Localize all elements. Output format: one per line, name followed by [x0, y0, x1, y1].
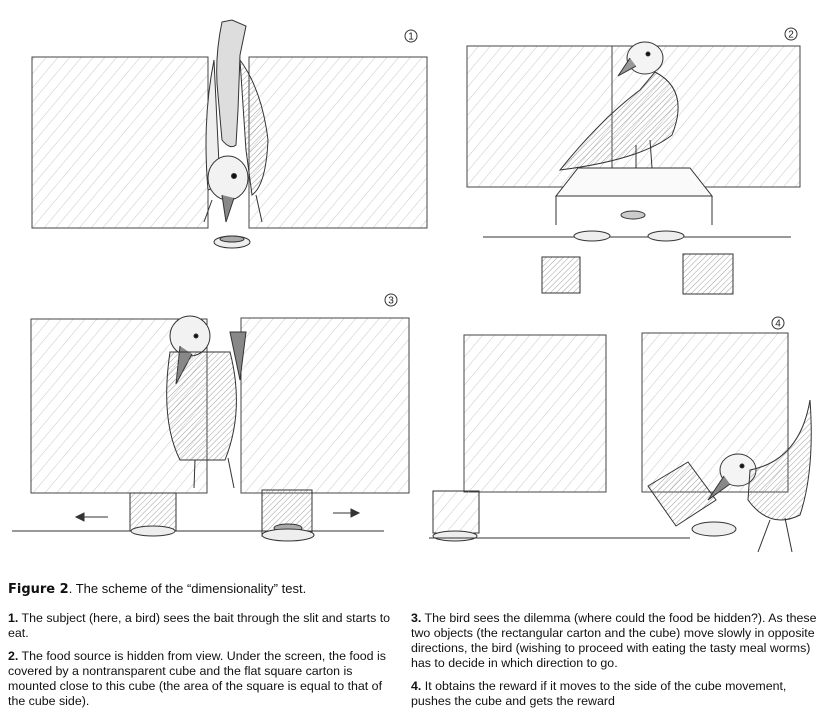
step-text: It obtains the reward if it moves to the side of the cube movement, pushes the cube and gets the reward	[411, 679, 787, 708]
arrow-right-icon	[333, 509, 359, 517]
carton	[433, 491, 479, 533]
caption-column-left	[8, 611, 400, 717]
panel-number-1: 1	[408, 31, 414, 43]
step-number: 3.	[411, 611, 422, 625]
step-4	[411, 679, 821, 709]
screen-left	[464, 335, 606, 492]
panel-number-3: 3	[388, 295, 394, 307]
panel-number-4: 4	[775, 318, 781, 330]
food-bowl	[621, 211, 645, 219]
panel-2	[467, 28, 800, 294]
carton	[556, 168, 712, 196]
screen-left	[32, 57, 208, 228]
step-number: 4.	[411, 679, 422, 693]
panel-number-2: 2	[788, 29, 794, 41]
figure-caption	[8, 581, 818, 597]
screen-right	[249, 57, 427, 228]
cube	[683, 254, 733, 294]
carton	[130, 493, 176, 531]
screen-right	[241, 318, 409, 493]
panel-4	[429, 317, 811, 552]
step-2	[8, 649, 400, 709]
step-number: 1.	[8, 611, 19, 625]
step-text: The food source is hidden from view. Under the screen, the food is covered by a nontransparent cube and the flat square carton is mounted close to this cube (the area of the square is equal to that of the cube side).	[8, 649, 386, 708]
step-1	[8, 611, 400, 641]
cube	[542, 257, 580, 293]
figure-title: . The scheme of the “dimensionality” test.	[68, 581, 307, 596]
food-bowl	[692, 522, 736, 536]
panel-1	[32, 20, 427, 248]
caption-column-right	[411, 611, 821, 717]
step-text: The subject (here, a bird) sees the bait through the slit and starts to eat.	[8, 611, 391, 640]
figure-label: Figure 2	[8, 582, 69, 597]
step-3	[411, 611, 821, 671]
step-text: The bird sees the dilemma (where could the food be hidden?). As these two objects (the rectangular carton and the cube) move slowly in opposite directions, the bird (wishing to proceed with eating the tasty meal worms) has to decide in which direction to go.	[411, 611, 817, 670]
panel-3	[12, 294, 409, 541]
arrow-left-icon	[76, 513, 108, 521]
step-number: 2.	[8, 649, 19, 663]
